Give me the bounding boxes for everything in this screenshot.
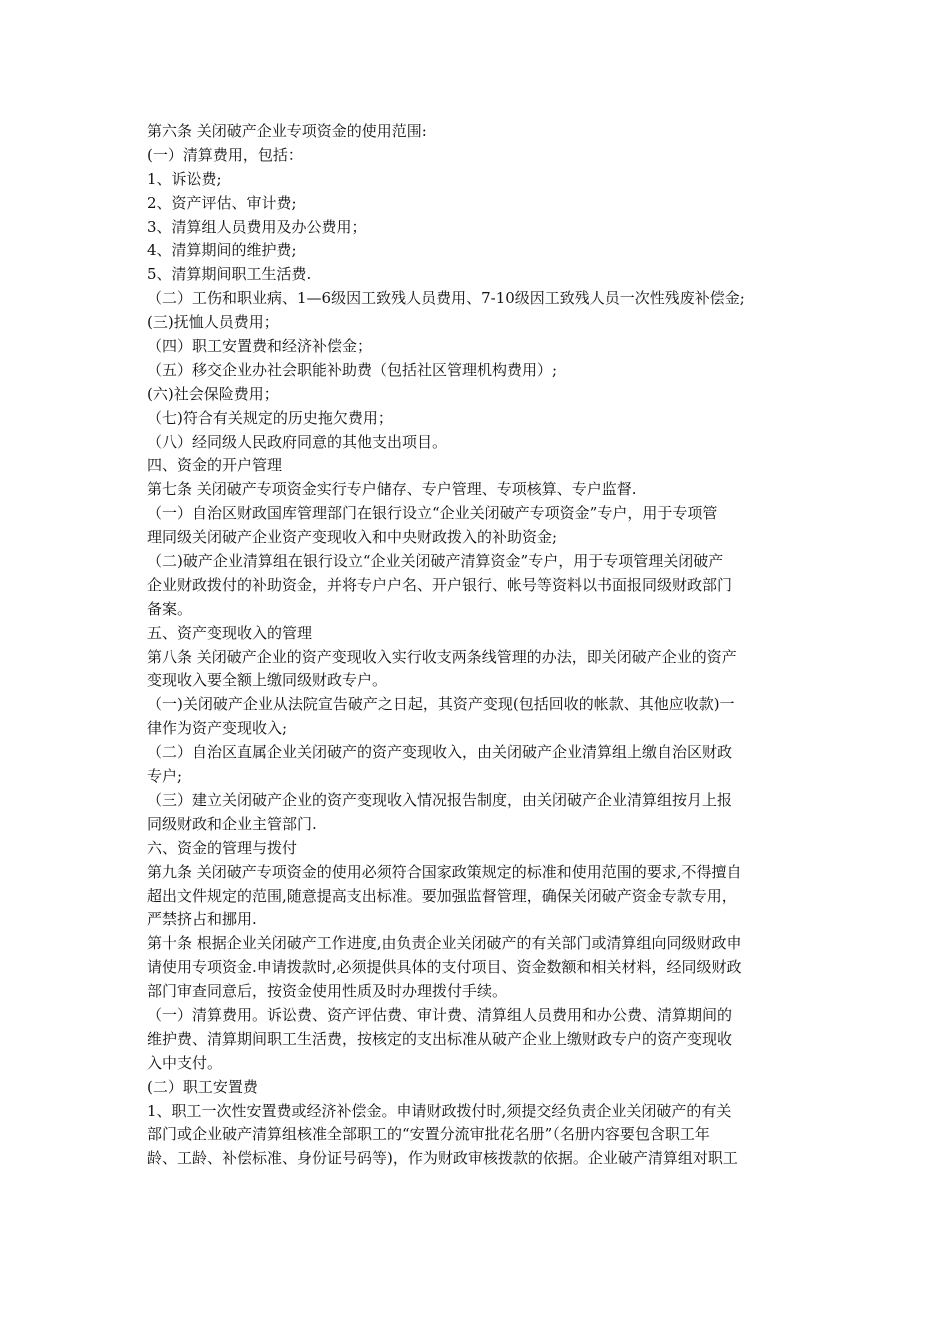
text-line: 部门或企业破产清算组核准全部职工的“安置分流审批花名册”（名册内容要包含职工年 (147, 1125, 710, 1144)
text-line: 变现收入要全额上缴同级财政专户。 (147, 671, 388, 690)
text-line: 第八条 关闭破产企业的资产变现收入实行收支两条线管理的办法，即关闭破产企业的资产 (147, 647, 737, 666)
text-line: （四）职工安置费和经济补偿金； (147, 337, 373, 356)
section-heading: 六、资金的管理与拨付 (147, 838, 298, 857)
text-line: 同级财政和企业主管部门. (147, 814, 317, 833)
text-line: 4、清算期间的维护费; (147, 241, 297, 260)
text-line: (一）清算费用，包括： (147, 145, 303, 164)
text-line: （七)符合有关规定的历史拖欠费用； (147, 408, 393, 427)
text-line: 2、资产评估、审计费; (147, 193, 297, 212)
document-body (147, 120, 809, 1171)
text-line: 第六条 关闭破产企业专项资金的使用范围: (147, 122, 427, 140)
text-line: 专户; (147, 767, 183, 786)
text-line: 企业财政拨付的补助资金，并将专户户名、开户银行、帐号等资料以书面报同级财政部门 (147, 575, 733, 594)
text-line: (六)社会保险费用； (147, 384, 279, 403)
text-line: （五）移交企业办社会职能补助费（包括社区管理机构费用）; (147, 360, 558, 379)
text-line: 5、清算期间职工生活费. (147, 265, 312, 284)
text-line: （三）建立关闭破产企业的资产变现收入情况报告制度，由关闭破产企业清算组按月上报 (147, 790, 733, 809)
text-line: （一）自治区财政国库管理部门在银行设立“企业关闭破产专项资金”专户，用于专项管 (147, 504, 718, 523)
text-line: 第七条 关闭破产专项资金实行专户储存、专户管理、专项核算、专户监督. (147, 480, 637, 499)
text-line: 维护费、清算期间职工生活费，按核定的支出标准从破产企业上缴财政专户的资产变现收 (147, 1029, 733, 1048)
text-line: （八）经同级人民政府同意的其他支出项目。 (147, 432, 448, 451)
text-line: 理同级关闭破产企业资产变现收入和中央财政拨入的补助资金; (147, 528, 558, 547)
text-line: 律作为资产变现收入; (147, 719, 288, 738)
text-line: （二）自治区直属企业关闭破产的资产变现收入，由关闭破产企业清算组上缴自治区财政 (147, 743, 733, 762)
text-line: 严禁挤占和挪用. (147, 910, 257, 929)
text-line: 第九条 关闭破产专项资金的使用必须符合国家政策规定的标准和使用范围的要求,不得擅自 (147, 862, 742, 881)
section-heading: 四、资金的开户管理 (147, 456, 283, 475)
text-line: 备案。 (147, 599, 193, 618)
text-line: (二）职工安置费 (147, 1077, 258, 1096)
text-line: 第十条 根据企业关闭破产工作进度,由负责企业关闭破产的有关部门或清算组向同级财政申 (147, 934, 742, 953)
text-line: 入中支付。 (147, 1053, 223, 1072)
text-line: 3、清算组人员费用及办公费用； (147, 217, 367, 236)
text-line: 1、职工一次性安置费或经济补偿金。申请财政拨付时,须提交经负责企业关闭破产的有关 (147, 1101, 732, 1120)
text-line: 请使用专项资金.申请拨款时,必须提供具体的支付项目、资金数额和相关材料，经同级财政 (147, 958, 742, 977)
text-line: 超出文件规定的范围,随意提高支出标准。要加强监督管理，确保关闭破产资金专款专用， (147, 886, 737, 905)
text-line: 部门审查同意后，按资金使用性质及时办理拨付手续。 (147, 982, 508, 1001)
section-heading: 五、资产变现收入的管理 (147, 623, 313, 642)
text-line: （二)破产企业清算组在银行设立“企业关闭破产清算资金”专户，用于专项管理关闭破产 (147, 552, 724, 571)
text-line: (三)抚恤人员费用； (147, 313, 279, 332)
text-line: 龄、工龄、补偿标准、身份证号码等)，作为财政审核拨款的依据。企业破产清算组对职工 (147, 1149, 738, 1168)
text-line: （一)关闭破产企业从法院宣告破产之日起，其资产变现(包括回收的帐款、其他应收款)一 (147, 695, 735, 714)
text-line: （二）工伤和职业病、1—6级因工致残人员费用、7-10级因工致残人员一次性残废补偿金; (147, 289, 745, 308)
text-line: （一）清算费用。诉讼费、资产评估费、审计费、清算组人员费用和办公费、清算期间的 (147, 1005, 733, 1024)
text-line: 1、诉讼费; (147, 169, 222, 188)
